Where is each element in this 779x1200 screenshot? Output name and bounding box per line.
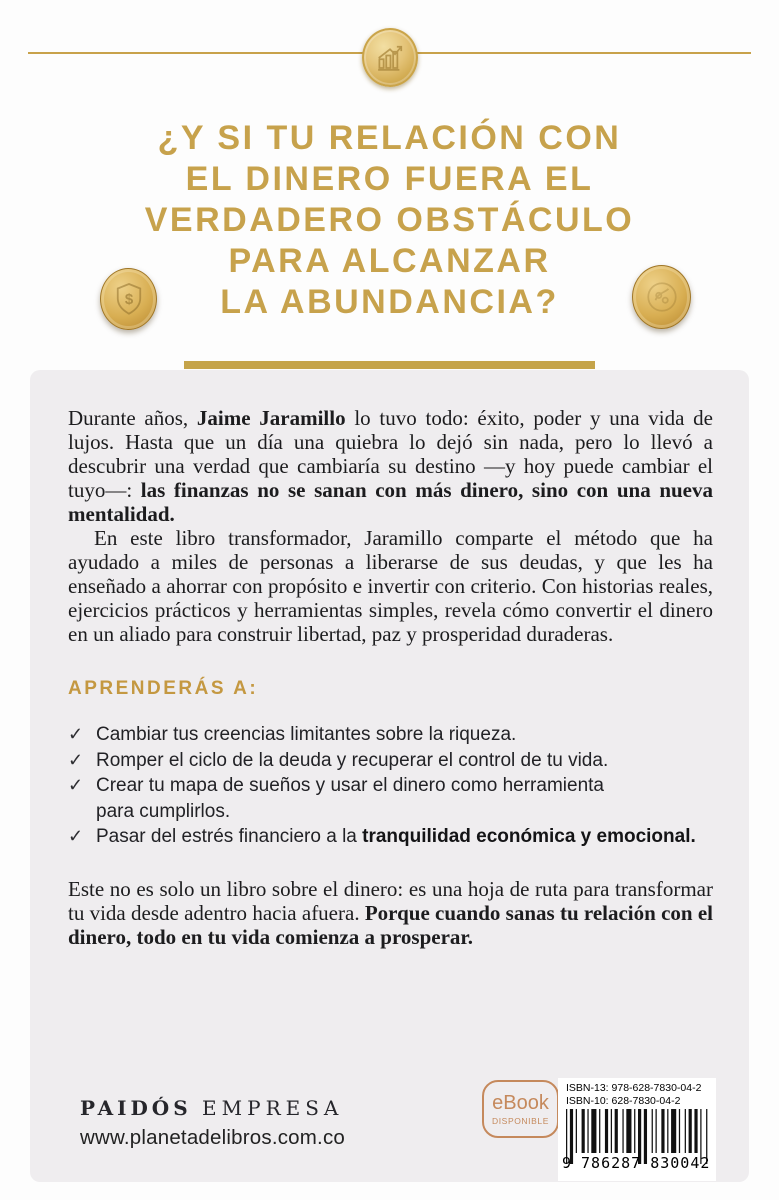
barcode-digit-group: 786287 bbox=[581, 1154, 642, 1172]
checklist-item-text: Crear tu mapa de sueños y usar el dinero como herramienta para cumplirlos. bbox=[96, 775, 604, 822]
headline-line: ¿Y SI TU RELACIÓN CON bbox=[157, 119, 622, 157]
barcode-digit-lead: 9 bbox=[562, 1154, 573, 1172]
isbn10-text: ISBN-10: 628-7830-04-2 bbox=[566, 1094, 681, 1107]
barcode-digit-group: 830042 bbox=[650, 1154, 711, 1172]
learn-heading: APRENDERÁS A: bbox=[68, 678, 259, 699]
ebook-label: eBook bbox=[492, 1091, 549, 1114]
publisher-primary: PAIDÓS bbox=[80, 1096, 192, 1120]
gold-divider-bar bbox=[184, 361, 595, 369]
publisher-name bbox=[80, 1096, 345, 1120]
checklist bbox=[68, 722, 713, 850]
checkmark-icon: ✓ bbox=[68, 775, 84, 795]
barcode-panel bbox=[558, 1078, 716, 1181]
ebook-badge bbox=[482, 1080, 559, 1138]
headline-line: PARA ALCANZAR bbox=[228, 242, 551, 280]
isbn13-text: ISBN-13: 978-628-7830-04-2 bbox=[566, 1082, 702, 1094]
checklist-item bbox=[68, 773, 713, 824]
checklist-item bbox=[68, 824, 713, 850]
checklist-item bbox=[68, 722, 713, 748]
headline-line: EL DINERO FUERA EL bbox=[185, 160, 594, 198]
headline-line: VERDADERO OBSTÁCULO bbox=[144, 201, 635, 239]
shield-dollar-coin-icon bbox=[100, 268, 157, 330]
svg-text:$: $ bbox=[124, 290, 133, 308]
checkmark-icon: ✓ bbox=[68, 826, 84, 846]
publisher-secondary: EMPRESA bbox=[202, 1096, 344, 1120]
emblem-coin-icon bbox=[632, 265, 691, 329]
publisher-website: www.planetadelibros.com.co bbox=[80, 1126, 345, 1149]
headline-line: LA ABUNDANCIA? bbox=[220, 283, 559, 321]
panel-content bbox=[30, 370, 749, 949]
synopsis-paragraph-1: Durante años, Jaime Jaramillo lo tuvo todo: éxito, poder y una vida de lujos. Hasta que un día una quiebra lo dejó sin nada, pero lo llevó a descubrir una verdad que cambiaría su destino —y hoy puede cambiar el tuyo—: las finanzas no se sanan con más dinero, sino con una nueva mentalidad. bbox=[68, 406, 713, 526]
ebook-sublabel: DISPONIBLE bbox=[491, 1115, 550, 1126]
checklist-item-text: Romper el ciclo de la deuda y recuperar el control de tu vida. bbox=[96, 749, 609, 771]
checklist-item bbox=[68, 748, 713, 774]
checklist-item-text: Pasar del estrés financiero a la tranquilidad económica y emocional. bbox=[96, 826, 696, 847]
synopsis-panel bbox=[30, 370, 749, 1182]
gold-medallion bbox=[362, 28, 418, 87]
barcode-digits bbox=[562, 1154, 711, 1172]
synopsis-paragraph-2: En este libro transformador, Jaramillo comparte el método que ha ayudado a miles de personas a liberarse de sus deudas, y que les ha enseñado a ahorrar con propósito e invertir con criterio. Con historias reales, ejercicios prácticos y herramientas simples, revela cómo convertir el dinero en un aliado para construir libertad, paz y prosperidad duraderas. bbox=[68, 526, 713, 646]
bar-chart-rising-icon bbox=[375, 44, 405, 72]
closing-paragraph: Este no es solo un libro sobre el dinero: es una hoja de ruta para transformar tu vida desde adentro hacia afuera. Porque cuando sanas tu relación con el dinero, todo en tu vida comienza a prosperar. bbox=[68, 876, 713, 949]
checklist-item-text: Cambiar tus creencias limitantes sobre la riqueza. bbox=[96, 724, 517, 745]
checkmark-icon: ✓ bbox=[68, 724, 84, 744]
checkmark-icon: ✓ bbox=[68, 749, 84, 770]
publisher-block bbox=[80, 1096, 345, 1150]
